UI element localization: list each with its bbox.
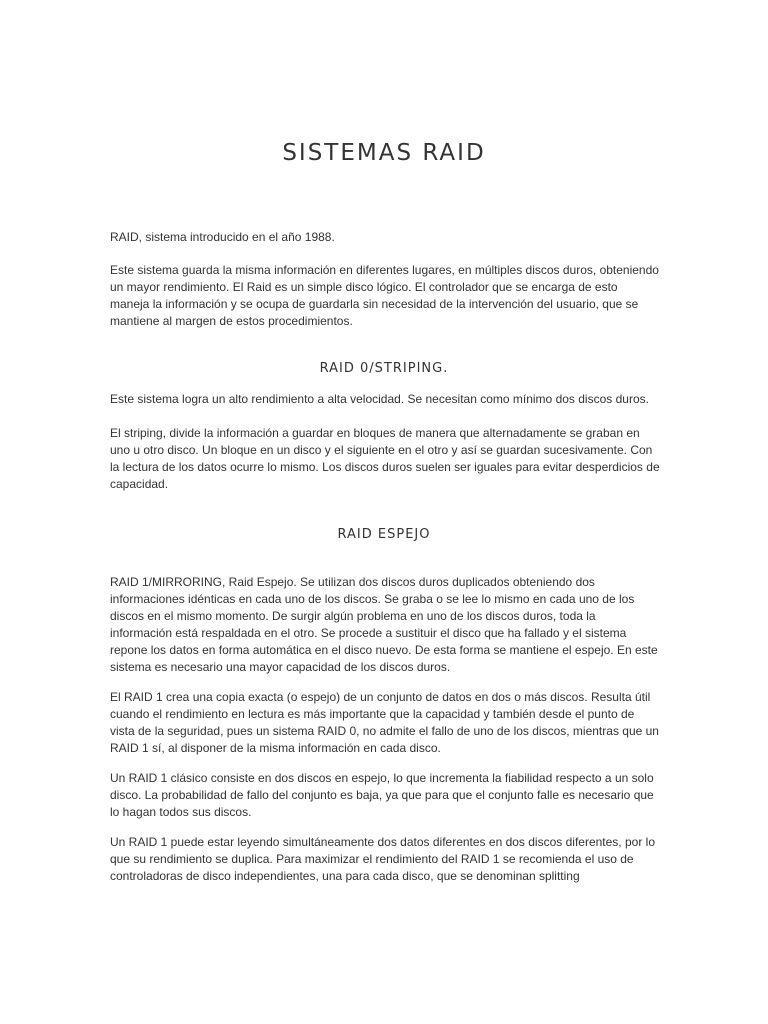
section-paragraph: El striping, divide la información a guardar en bloques de manera que alternadamente se graban en uno u otro disco. Un bloque en un disco y el siguiente en el otro y así se guardan sucesivamente. Con la lectura de los datos ocurre lo mismo. Los discos duros suelen ser iguales para evitar desperdicios de capacidad.	[110, 426, 660, 491]
section-heading-raid-espejo: RAID ESPEJO	[337, 527, 431, 542]
section-heading-raid0: RAID 0/STRIPING.	[319, 361, 449, 376]
section-paragraph: Un RAID 1 clásico consiste en dos discos en espejo, lo que incrementa la fiabilidad respecto a un solo disco. La probabilidad de fallo del conjunto es baja, ya que para que el conjunto falle es necesario que lo hagan todos sus discos.	[110, 771, 654, 819]
section-paragraph: Un RAID 1 puede estar leyendo simultáneamente dos datos diferentes en dos discos diferentes, por lo que su rendimiento se duplica. Para maximizar el rendimiento del RAID 1 se recomienda el uso de controladoras de disco independientes, una para cada disco, que se denominan splitting	[110, 835, 655, 883]
intro-paragraph: Este sistema guarda la misma información en diferentes lugares, en múltiples discos duros, obteniendo un mayor rendimiento. El Raid es un simple disco lógico. El controlador que se encarga de esto maneja la información y se ocupa de guardarla sin necesidad de la intervención del usuario, que se mantiene al margen de estos procedimientos.	[110, 263, 659, 328]
intro-paragraph: RAID, sistema introducido en el año 1988.	[110, 230, 335, 244]
document-title: SISTEMAS RAID	[282, 140, 486, 166]
section-paragraph: Este sistema logra un alto rendimiento a alta velocidad. Se necesitan como mínimo dos discos duros.	[110, 392, 649, 406]
section-paragraph: El RAID 1 crea una copia exacta (o espejo) de un conjunto de datos en dos o más discos. Resulta útil cuando el rendimiento en lectura es más importante que la capacidad y también desde el punto de vista de la seguridad, pues un sistema RAID 0, no admite el fallo de uno de los discos, mientras que un RAID 1 sí, al disponer de la misma información en cada disco.	[110, 690, 659, 755]
section-paragraph: RAID 1/MIRRORING, Raid Espejo. Se utilizan dos discos duros duplicados obteniendo dos informaciones idénticas en cada uno de los discos. Se graba o se lee lo mismo en cada uno de los discos en el mismo momento. De surgir algún problema en uno de los discos duros, toda la información está respaldada en el otro. Se procede a sustituir el disco que ha fallado y el sistema repone los datos en forma automática en el disco nuevo. De esta forma se mantiene el espejo. En este sistema es necesario una mayor capacidad de los discos duros.	[110, 575, 658, 674]
